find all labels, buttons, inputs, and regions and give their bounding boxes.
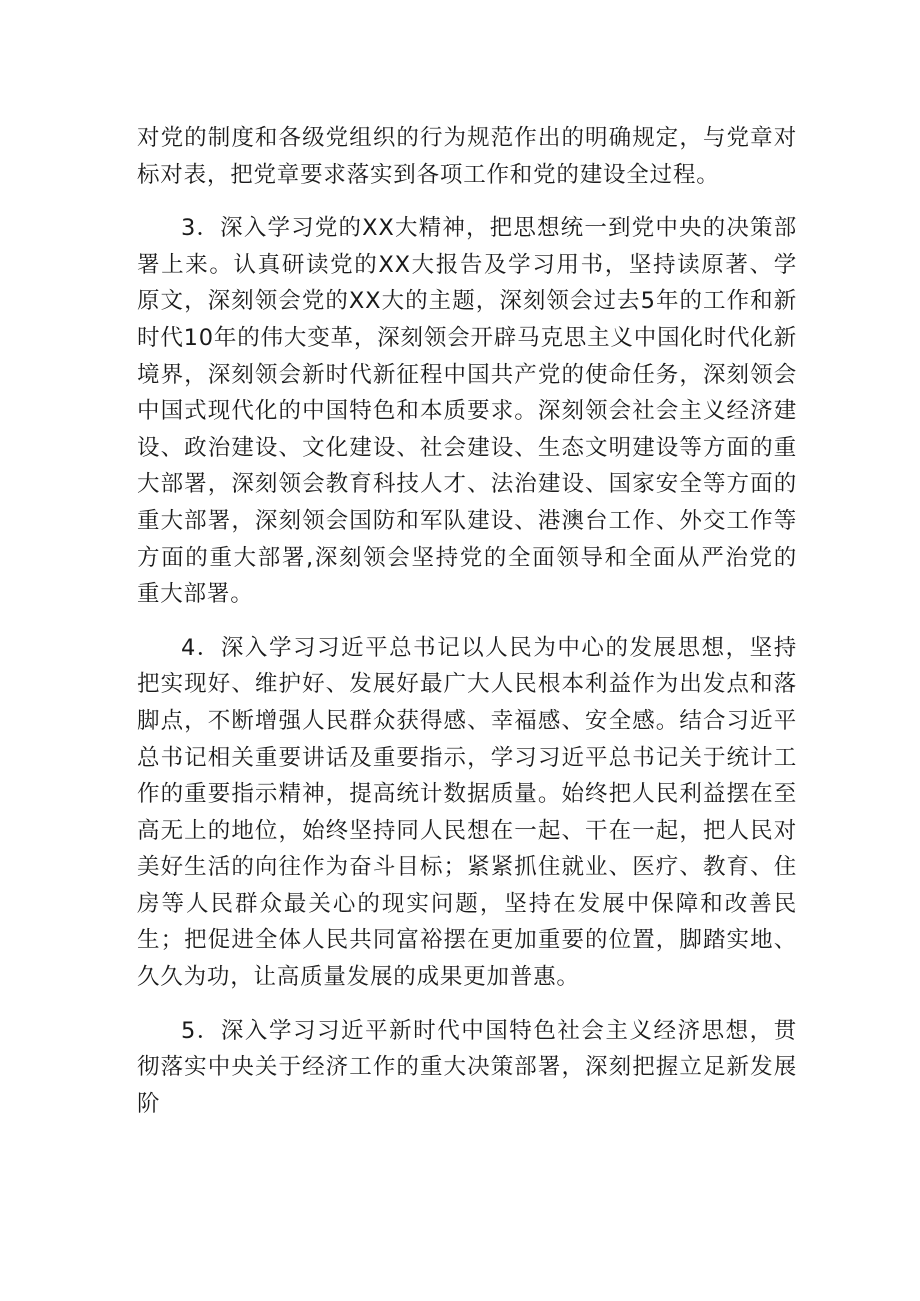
paragraph-item-4: 4．深入学习习近平总书记以人民为中心的发展思想，坚持把实现好、维护好、发展好最广大人民根本利益作为出发点和落脚点，不断增强人民群众获得感、幸福感、安全感。结合习近平总书记相关重要讲话及重要指示，学习习近平总书记关于统计工作的重要指示精神，提高统计数据质量。始终把人民利益摆在至高无上的地位，始终坚持同人民想在一起、干在一起，把人民对美好生活的向往作为奋斗目标；紧紧抓住就业、医疗、教育、住房等人民群众最关心的现实问题，坚持在发展中保障和改善民生；把促进全体人民共同富裕摆在更加重要的位置，脚踏实地、久久为功，让高质量发展的成果更加普惠。 xyxy=(137,634,797,991)
paragraph-item-3: 3．深入学习党的XX大精神，把思想统一到党中央的决策部署上来。认真研读党的XX大报告及学习用书，坚持读原著、学原文，深刻领会党的XX大的主题，深刻领会过去5年的工作和新时代10年的伟大变革，深刻领会开辟马克思主义中国化时代化新境界，深刻领会新时代新征程中国共产党的使命任务，深刻领会中国式现代化的中国特色和本质要求。深刻领会社会主义经济建设、政治建设、文化建设、社会建设、生态文明建设等方面的重大部署，深刻领会教育科技人才、法治建设、国家安全等方面的重大部署，深刻领会国防和军队建设、港澳台工作、外交工作等方面的重大部署,深刻领会坚持党的全面领导和全面从严治党的重大部署。 xyxy=(137,215,797,608)
paragraph-item-5: 5．深入学习习近平新时代中国特色社会主义经济思想，贯彻落实中央关于经济工作的重大决策部署，深刻把握立足新发展阶 xyxy=(137,1017,797,1117)
document-body xyxy=(137,120,797,1122)
paragraph-continuation: 对党的制度和各级党组织的行为规范作出的明确规定，与党章对标对表，把党章要求落实到各项工作和党的建设全过程。 xyxy=(137,125,797,188)
